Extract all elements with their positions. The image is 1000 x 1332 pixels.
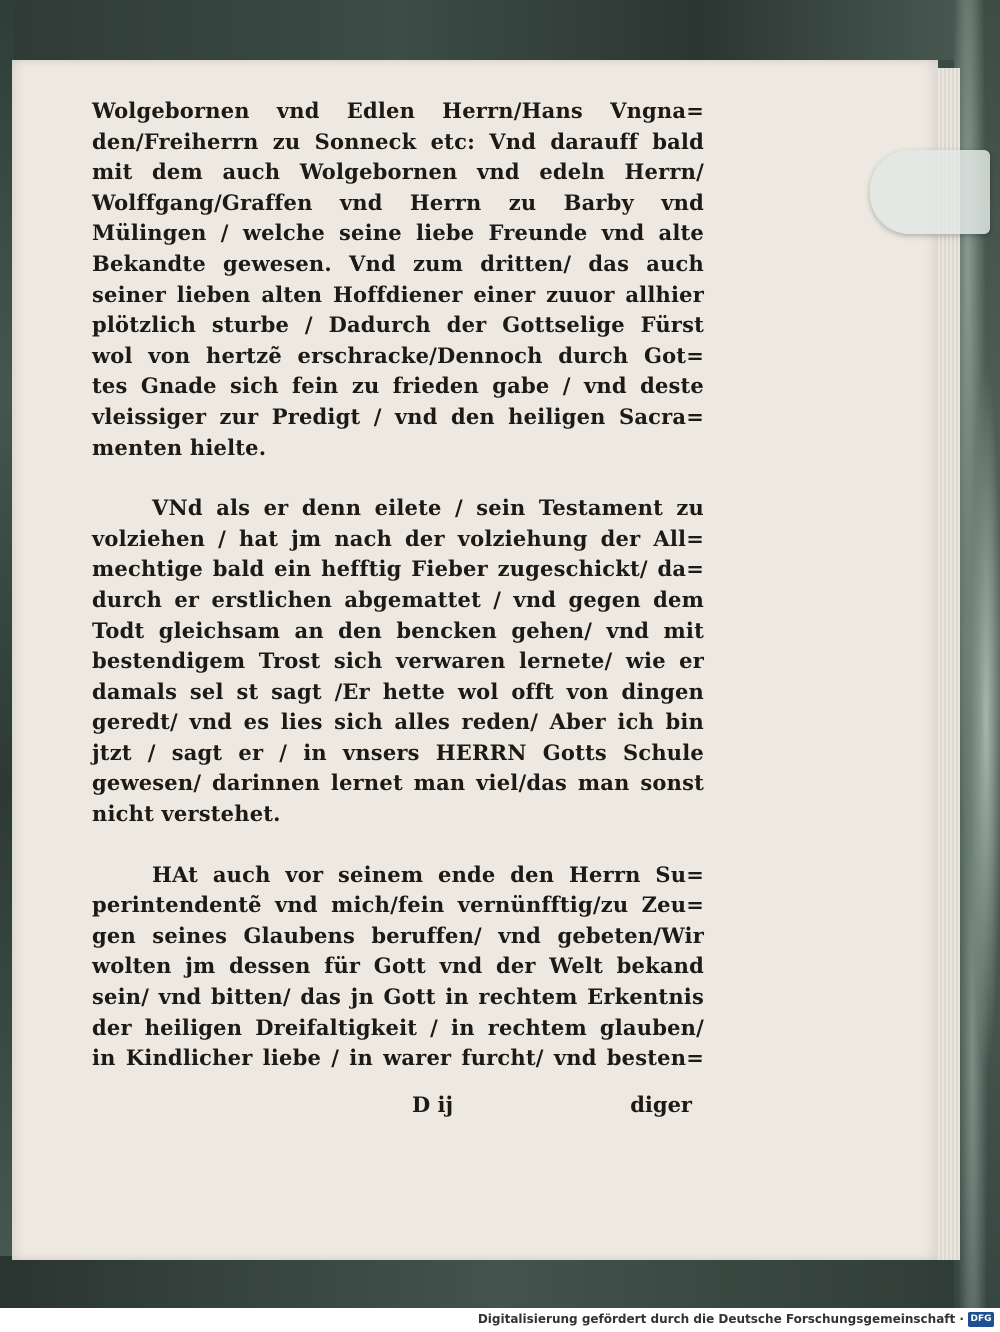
text-line: wol von hertzẽ erschracke/Dennoch durch Got= [92,342,704,368]
text-line: gen seines Glaubens beruffen/ vnd gebeten/Wir [92,922,704,948]
text-line: volziehen / hat jm nach der volziehung der All= [92,525,704,551]
text-line: mechtige bald ein hefftig Fieber zugeschickt/ da= [92,556,704,582]
text-line: VNd als er denn eilete / sein Testament zu [152,495,704,521]
page-tab-marker [870,150,990,234]
text-line: wolten jm dessen für Gott vnd der Welt bekand [92,953,704,979]
paragraph-2 [92,493,704,830]
paragraph-3 [92,860,704,1074]
paragraph-gap [92,463,704,493]
text-line: plötzlich sturbe / Dadurch der Gottselige Fürst [92,312,704,338]
text-line: bestendigem Trost sich verwaren lernete/ wie er [92,648,704,674]
dfg-logo-icon: DFG [968,1312,994,1327]
text-line: gewesen/ darinnen lernet man viel/das man sonst [92,770,704,796]
book-cover-top [0,0,1000,60]
text-line: perintendentẽ vnd mich/fein vernünfftig/zu Zeu= [92,892,704,918]
paragraph-1 [92,96,704,463]
text-line: Todt gleichsam an den bencken gehen/ vnd mit [92,617,704,643]
text-line: durch er erstlichen abgemattet / vnd gegen dem [92,586,704,612]
text-line: jtzt / sagt er / in vnsers HERRN Gotts Schule [92,739,704,765]
page-text [92,96,704,1074]
text-line: den/Freiherrn zu Sonneck etc: Vnd darauff bald [92,128,704,154]
text-line: in Kindlicher liebe / in warer furcht/ vnd besten= [92,1045,704,1071]
page-footer [92,1092,704,1124]
text-line: damals sel st sagt /Er hette wol offt von dingen [92,678,704,704]
signature-mark: D ij [412,1092,454,1117]
text-line: vleissiger zur Predigt / vnd den heiligen Sacra= [92,403,704,429]
text-line: Bekandte gewesen. Vnd zum dritten/ das auch [92,250,704,276]
text-line: nicht verstehet. [92,801,281,827]
text-line: Wolffgang/Graffen vnd Herrn zu Barby vnd [92,189,704,215]
text-line: Wolgebornen vnd Edlen Herrn/Hans Vngna= [92,98,704,123]
text-line: menten hielte. [92,434,267,460]
text-line: geredt/ vnd es lies sich alles reden/ Aber ich bin [92,709,704,735]
credit-text: Digitalisierung gefördert durch die Deutsche Forschungsgemeinschaft · [477,1312,964,1326]
book-cover-bottom [0,1256,1000,1308]
paragraph-gap [92,830,704,860]
text-line: seiner lieben alten Hoffdiener einer zuuor allhier [92,281,704,307]
credit-bar [0,1308,1000,1332]
text-line: mit dem auch Wolgebornen vnd edeln Herrn/ [92,159,704,185]
catchword: diger [630,1092,692,1117]
text-line: tes Gnade sich fein zu frieden gabe / vnd deste [92,373,704,399]
text-line: HAt auch vor seinem ende den Herrn Su= [152,861,704,887]
text-line: der heiligen Dreifaltigkeit / in rechtem glauben/ [92,1014,704,1040]
text-line: sein/ vnd bitten/ das jn Gott in rechtem Erkentnis [92,984,704,1010]
text-line: Mülingen / welche seine liebe Freunde vnd alte [92,220,704,246]
